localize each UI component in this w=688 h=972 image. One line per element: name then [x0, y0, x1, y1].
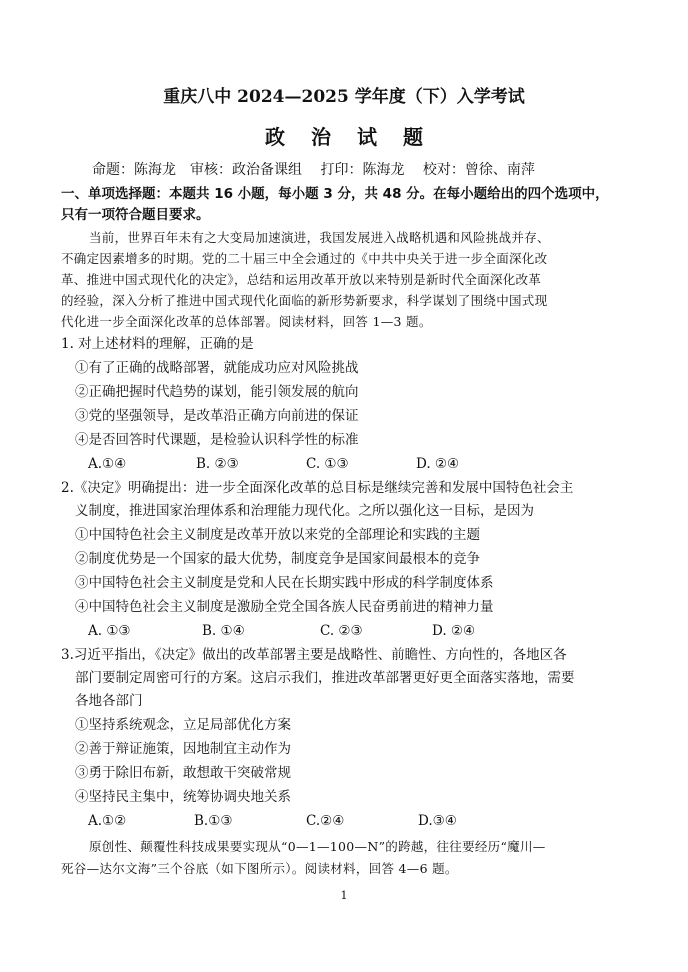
q1-option: ②正确把握时代趋势的谋划，能引领发展的航向 — [75, 384, 359, 400]
q3-option: ③勇于除旧布新，敢想敢干突破常规 — [75, 765, 291, 781]
q2-choice-a: A. ①③ — [88, 623, 131, 639]
section-heading-line1: 一、单项选择题：本题共 16 小题，每小题 3 分，共 48 分。在每小题给出的四个选项中， — [61, 186, 609, 202]
q2-stem: 2.《决定》明确提出：进一步全面深化改革的总目标是继续完善和发展中国特色社会主 — [61, 480, 574, 496]
q2-choice-d: D. ②④ — [432, 623, 476, 639]
q2-option: ②制度优势是一个国家的最大优势，制度竞争是国家间最根本的竞争 — [75, 551, 480, 567]
q1-choices — [88, 455, 648, 473]
q2-choices — [88, 622, 648, 640]
q2-stem: 义制度，推进国家治理体系和治理能力现代化。之所以强化这一目标，是因为 — [75, 503, 534, 519]
q1-choice-b: B. ②③ — [196, 456, 239, 472]
q2-choice-c: C. ②③ — [320, 623, 363, 639]
q2-option: ④中国特色社会主义制度是激励全党全国各族人民奋勇前进的精神力量 — [75, 599, 494, 615]
exam-title: 重庆八中 2024—2025 学年度（下）入学考试 — [163, 87, 525, 107]
q2-option: ③中国特色社会主义制度是党和人民在长期实践中形成的科学制度体系 — [75, 575, 494, 591]
section-heading-line2: 只有一项符合题目要求。 — [61, 207, 210, 223]
q1-choice-a: A.①④ — [88, 456, 127, 472]
q3-choice-b: B.①③ — [194, 813, 233, 829]
q3-stem: 各地各部门 — [75, 693, 143, 709]
q3-stem: 3.习近平指出，《决定》做出的改革部署主要是战略性、前瞻性、方向性的，各地区各 — [61, 647, 567, 663]
material1-line: 革、推进中国式现代化的决定》，总结和运用改革开放以来特别是新时代全面深化改革 — [61, 272, 542, 287]
q1-choice-d: D. ②④ — [416, 456, 460, 472]
q3-option: ④坚持民主集中，统筹协调央地关系 — [75, 789, 291, 805]
material2-line: 原创性、颠覆性科技成果要实现从“0—1—100—N”的跨越，往往要经历“魔川— — [89, 839, 546, 854]
material1-line: 的经验，深入分析了推进中国式现代化面临的新形势新要求，科学谋划了围绕中国式现 — [61, 293, 548, 308]
q3-choice-c: C.②④ — [306, 813, 345, 829]
q3-option: ①坚持系统观念，立足局部优化方案 — [75, 717, 291, 733]
q1-stem: 1. 对上述材料的理解，正确的是 — [61, 336, 254, 352]
staff-line: 命题：陈海龙 审核：政治备课组 打印：陈海龙 校对：曾徐、南萍 — [92, 162, 535, 178]
q3-choices — [88, 812, 648, 830]
q1-option: ③党的坚强领导，是改革沿正确方向前进的保证 — [75, 408, 359, 424]
q3-choice-a: A.①② — [88, 813, 127, 829]
material1-line: 不确定因素增多的时期。党的二十届三中全会通过的《中共中央关于进一步全面深化改 — [61, 251, 548, 266]
material1-line: 当前，世界百年未有之大变局加速演进，我国发展进入战略机遇和风险挑战并存、 — [89, 230, 550, 245]
material2-line: 死谷—达尔文海”三个谷底（如下图所示）。阅读材料，回答 4—6 题。 — [61, 861, 458, 876]
subject-title: 政治试题 — [265, 125, 449, 149]
q1-choice-c: C. ①③ — [306, 456, 349, 472]
q2-choice-b: B. ①④ — [202, 623, 245, 639]
q2-option: ①中国特色社会主义制度是改革开放以来党的全部理论和实践的主题 — [75, 527, 480, 543]
q3-choice-d: D.③④ — [418, 813, 457, 829]
q1-option: ①有了正确的战略部署，就能成功应对风险挑战 — [75, 360, 359, 376]
material1-line: 代化进一步全面深化改革的总体部署。阅读材料，回答 1—3 题。 — [61, 314, 432, 329]
q3-stem: 部门要制定周密可行的方案。这启示我们，推进改革部署更好更全面落实落地，需要 — [75, 670, 575, 686]
page-number: 1 — [340, 889, 348, 902]
q1-option: ④是否回答时代课题，是检验认识科学性的标准 — [75, 432, 359, 448]
q3-option: ②善于辩证施策，因地制宜主动作为 — [75, 741, 291, 757]
